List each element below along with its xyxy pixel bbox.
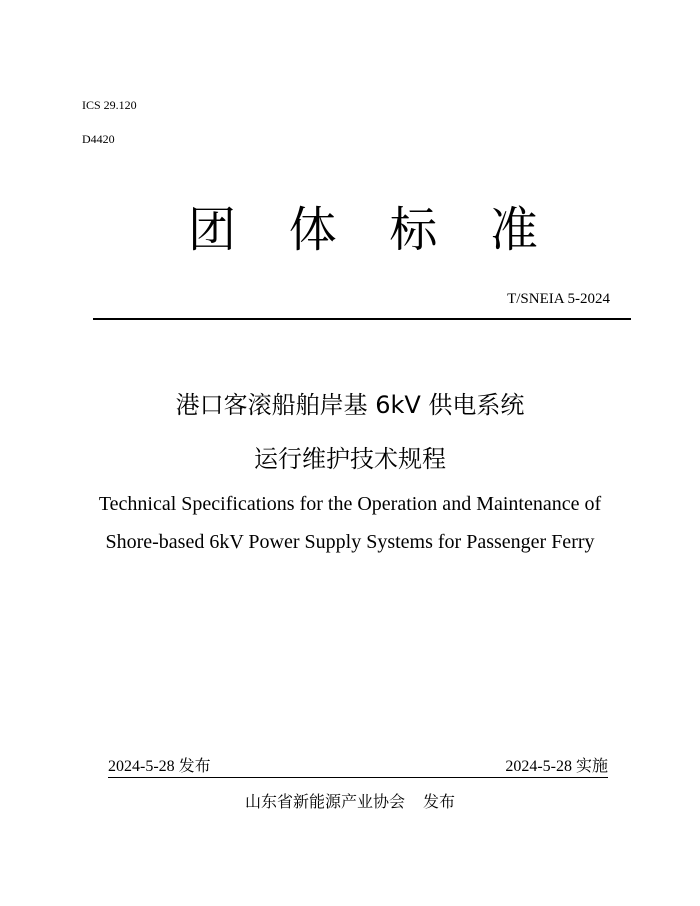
classification-code: D4420 — [82, 132, 115, 146]
title-english-line-1: Technical Specifications for the Operation and Maintenance of — [98, 493, 602, 515]
publisher-name: 山东省新能源产业协会 — [244, 794, 405, 811]
bottom-divider — [108, 777, 608, 778]
date-row — [108, 756, 608, 778]
document-type-char: 准 — [489, 202, 538, 258]
top-divider — [93, 318, 631, 320]
title-chinese-line-2: 运行维护技术规程 — [254, 445, 446, 473]
title-english-line-2: Shore-based 6kV Power Supply Systems for Passenger Ferry — [105, 531, 595, 553]
publisher-row — [0, 792, 700, 814]
issue-date: 2024-5-28 发布 — [108, 758, 211, 775]
document-type-char: 团 — [188, 202, 237, 258]
title-chinese-line-1: 港口客滚船舶岸基 6kV 供电系统 — [175, 391, 525, 419]
document-type-heading — [188, 200, 538, 260]
publisher-action: 发布 — [423, 794, 456, 811]
document-type-char: 标 — [389, 202, 438, 258]
document-type-char: 体 — [288, 202, 337, 258]
standard-number: T/SNEIA 5-2024 — [507, 291, 610, 307]
implementation-date: 2024-5-28 实施 — [505, 758, 608, 775]
ics-code: ICS 29.120 — [82, 98, 137, 112]
